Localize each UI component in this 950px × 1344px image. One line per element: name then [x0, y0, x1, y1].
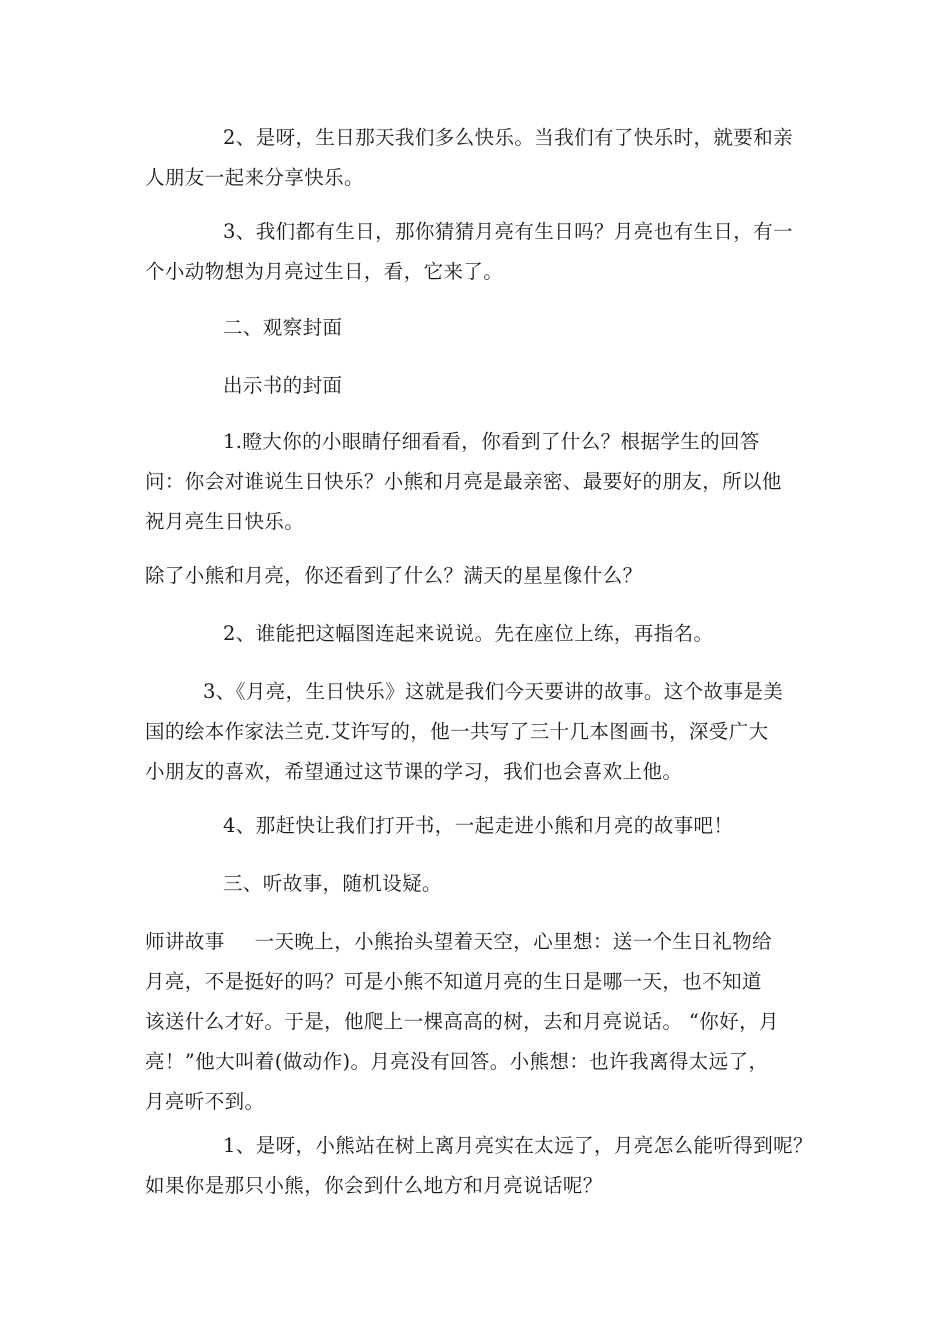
text-line: 如果你是那只小熊，你会到什么地方和月亮说话呢？ — [145, 1174, 603, 1197]
text-line: 人朋友一起来分享快乐。 — [145, 166, 364, 189]
section-heading — [145, 864, 813, 904]
paragraph — [145, 118, 813, 198]
text-line: 1.瞪大你的小眼睛仔细看看，你看到了什么？根据学生的回答 — [223, 430, 760, 453]
paragraph — [145, 422, 813, 542]
text-line: 二、观察封面 — [223, 316, 343, 339]
text-line — [145, 922, 813, 962]
text-line: 该送什么才好。于是，他爬上一棵高高的树，去和月亮说话。 “你好，月 — [145, 1010, 779, 1033]
paragraph — [145, 366, 813, 406]
text-line: 祝月亮生日快乐。 — [145, 510, 305, 533]
text-line: 月亮听不到。 — [145, 1090, 265, 1113]
text-line: 问：你会对谁说生日快乐？小熊和月亮是最亲密、最要好的朋友，所以他 — [145, 470, 782, 493]
text-line: 月亮，不是挺好的吗？可是小熊不知道月亮的生日是哪一天，也不知道 — [145, 970, 762, 993]
paragraph — [145, 212, 813, 292]
text-line: 三、听故事，随机设疑。 — [223, 872, 442, 895]
text-line: 小朋友的喜欢，希望通过这节课的学习，我们也会喜欢上他。 — [145, 760, 683, 783]
text-line: 1、是呀，小熊站在树上离月亮实在太远了，月亮怎么能听得到呢？ — [223, 1134, 813, 1157]
paragraph — [145, 1126, 813, 1206]
story-text: 一天晚上，小熊抬头望着天空，心里想：送一个生日礼物给 — [254, 930, 773, 953]
text-line: 3、我们都有生日，那你猜猜月亮有生日吗？月亮也有生日，有一 — [223, 220, 794, 243]
text-line: 3、《月亮，生日快乐》这就是我们今天要讲的故事。这个故事是美 — [203, 680, 784, 703]
paragraph — [145, 556, 813, 596]
text-line: 除了小熊和月亮，你还看到了什么？满天的星星像什么？ — [145, 564, 643, 587]
story-paragraph — [145, 922, 813, 1122]
text-line: 出示书的封面 — [223, 374, 343, 397]
story-label: 师讲故事 — [145, 930, 225, 953]
text-line: 2、是呀，生日那天我们多么快乐。当我们有了快乐时，就要和亲 — [223, 126, 794, 149]
text-line: 亮！”他大叫着(做动作)。月亮没有回答。小熊想：也许我离得太远了， — [145, 1050, 769, 1073]
section-heading — [145, 308, 813, 348]
paragraph — [145, 672, 813, 792]
paragraph — [145, 614, 813, 654]
text-line: 个小动物想为月亮过生日，看，它来了。 — [145, 260, 504, 283]
text-line: 4、那赶快让我们打开书，一起走进小熊和月亮的故事吧！ — [223, 814, 734, 837]
paragraph — [145, 806, 813, 846]
text-line: 国的绘本作家法兰克.艾许写的，他一共写了三十几本图画书，深受广大 — [145, 720, 769, 743]
text-line: 2、谁能把这幅图连起来说说。先在座位上练，再指名。 — [223, 622, 714, 645]
